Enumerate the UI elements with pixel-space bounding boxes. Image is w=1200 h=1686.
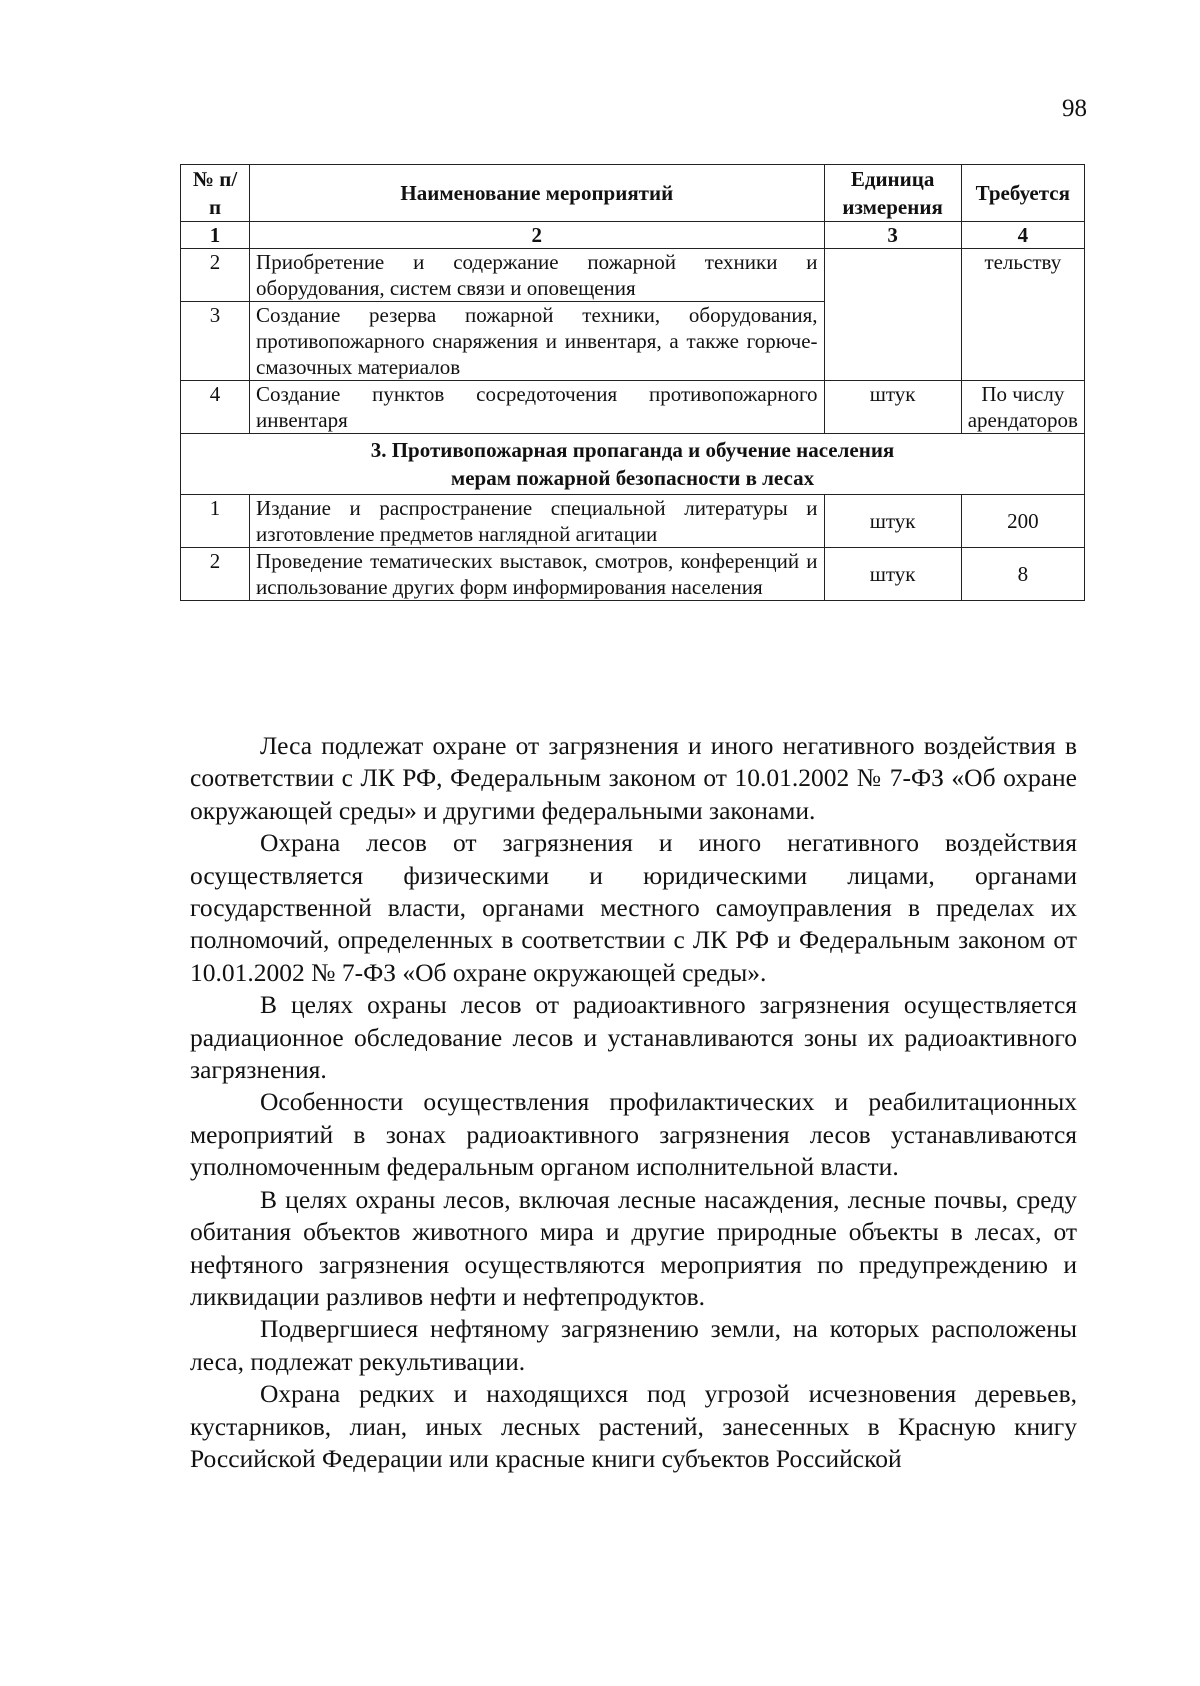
row-required: тельству (961, 249, 1084, 381)
paragraph: Леса подлежат охране от загрязнения и иного негативного воздействия в соответствии с ЛК РФ, Федеральным законом от 10.01.2002 № 7-ФЗ «Об охране окружающей среды» и другими федеральными законами. (190, 731, 1077, 825)
row-name: Создание резерва пожарной техники, оборудования, противопожарного снаряжения и инвентаря, а также горюче-смазочных материалов (250, 302, 825, 381)
column-number: 4 (961, 222, 1084, 249)
row-unit: штук (824, 548, 961, 601)
row-required: По числу арендаторов (961, 381, 1084, 434)
paragraph: В целях охраны лесов от радиоактивного загрязнения осуществляется радиационное обследование лесов и устанавливаются зоны их радиоактивного загрязнения. (190, 990, 1077, 1085)
row-name: Издание и распространение специальной литературы и изготовление предметов наглядной агитации (250, 495, 825, 548)
row-num: 2 (181, 548, 250, 601)
table-row (181, 548, 1085, 601)
row-name: Создание пунктов сосредоточения противопожарного инвентаря (250, 381, 825, 434)
paragraph: Подвергшиеся нефтяному загрязнению земли, на которых расположены леса, подлежат рекультивации. (190, 1314, 1077, 1376)
column-number: 1 (181, 222, 250, 249)
table-row (181, 249, 1085, 302)
body-text (190, 730, 1077, 1475)
row-required: 8 (961, 548, 1084, 601)
row-num: 1 (181, 495, 250, 548)
section-title: 3. Противопожарная пропаганда и обучение населения мерам пожарной безопасности в лесах (181, 434, 1085, 495)
row-unit (824, 249, 961, 381)
row-unit: штук (824, 495, 961, 548)
row-name: Проведение тематических выставок, смотров, конференций и использование других форм информирования населения (250, 548, 825, 601)
table-row (181, 495, 1085, 548)
paragraph: Охрана редких и находящихся под угрозой исчезновения деревьев, кустарников, лиан, иных лесных растений, занесенных в Красную книгу Российской Федерации или красные книги субъектов Российской (190, 1379, 1077, 1473)
section-row (181, 434, 1085, 495)
measures-table (180, 164, 1085, 601)
page-number: 98 (1062, 95, 1087, 122)
row-unit: штук (824, 381, 961, 434)
column-numbers-row (181, 222, 1085, 249)
paragraph: В целях охраны лесов, включая лесные насаждения, лесные почвы, среду обитания объектов животного мира и другие природные объекты в лесах, от нефтяного загрязнения осуществляются мероприятия по предупреждению и ликвидации разливов нефти и нефтепродуктов. (190, 1184, 1077, 1311)
row-num: 3 (181, 302, 250, 381)
row-num: 4 (181, 381, 250, 434)
header-unit: Единица измерения (824, 165, 961, 222)
column-number: 3 (824, 222, 961, 249)
header-required: Требуется (961, 165, 1084, 222)
header-num: № п/п (181, 165, 250, 222)
header-name: Наименование мероприятий (250, 165, 825, 222)
row-num: 2 (181, 249, 250, 302)
paragraph: Особенности осуществления профилактических и реабилитационных мероприятий в зонах радиоактивного загрязнения лесов устанавливаются уполномоченным федеральным органом исполнительной власти. (190, 1087, 1077, 1182)
table-row (181, 381, 1085, 434)
row-required: 200 (961, 495, 1084, 548)
paragraph: Охрана лесов от загрязнения и иного негативного воздействия осуществляется физическими и юридическими лицами, органами государственной власти, органами местного самоуправления в пределах их полномочий, определенных в соответствии с ЛК РФ и Федеральным законом от 10.01.2002 № 7-ФЗ «Об охране окружающей среды». (190, 828, 1077, 987)
row-name: Приобретение и содержание пожарной техники и оборудования, систем связи и оповещения (250, 249, 825, 302)
column-number: 2 (250, 222, 825, 249)
table-header-row (181, 165, 1085, 222)
